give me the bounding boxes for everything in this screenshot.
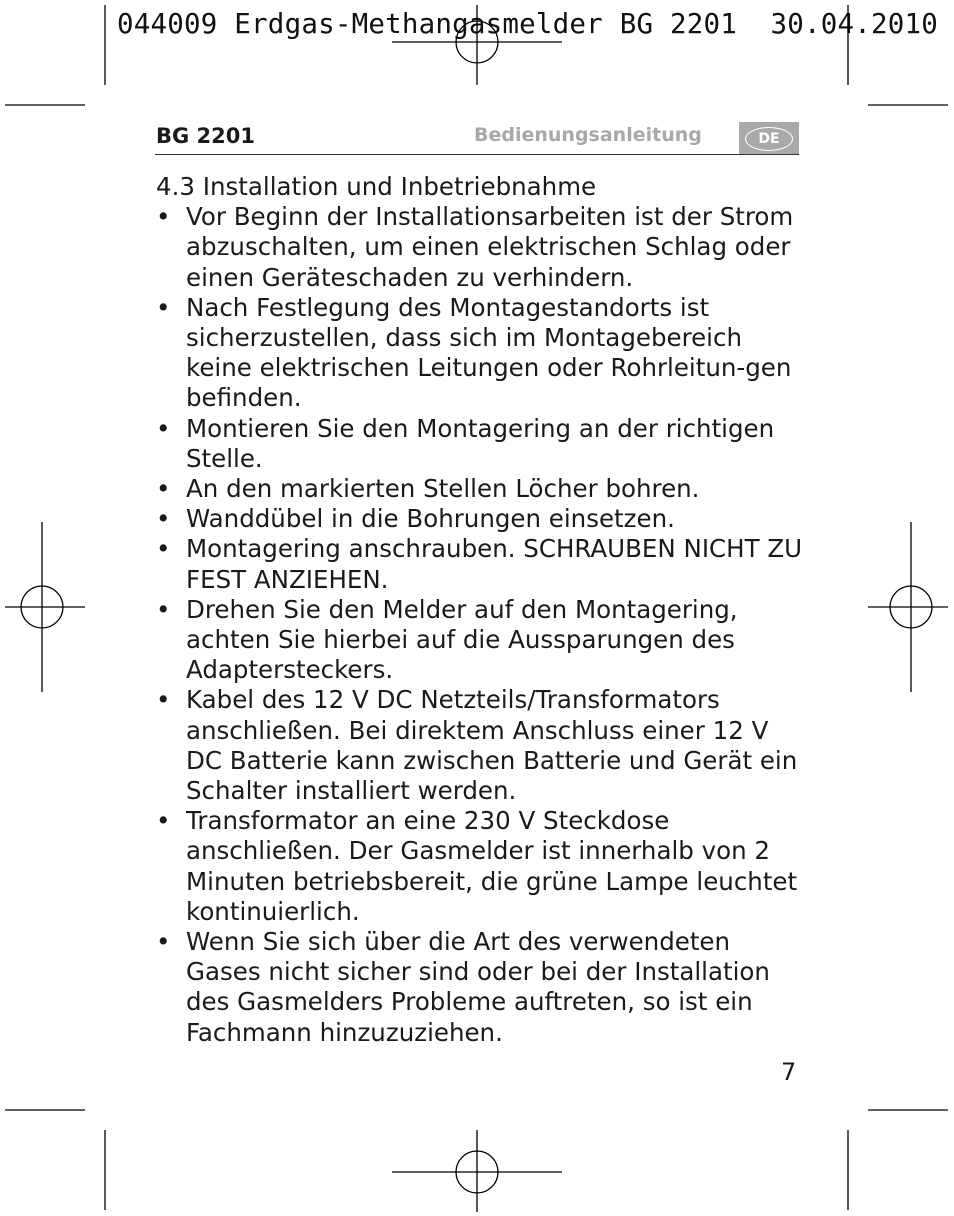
instruction-item: [156, 414, 806, 474]
bullet-marker: •: [156, 292, 171, 322]
instruction-text: Wanddübel in die Bohrungen einsetzen.: [186, 504, 675, 534]
bullet-marker: •: [156, 534, 171, 564]
registration-mark-left: [5, 522, 85, 692]
bullet-marker: •: [156, 594, 171, 624]
instruction-list: [156, 202, 806, 1048]
instruction-item: [156, 685, 806, 806]
instruction-text: Vor Beginn der Installationsarbeiten ist der Strom abzuschalten, um einen elektrischen Schlag oder einen Geräteschaden zu verhindern.: [186, 202, 794, 292]
instruction-text: Kabel des 12 V DC Netzteils/Transformators anschließen. Bei direktem Anschluss einer 12 V DC Batterie kann zwischen Batterie und Gerät ein Schalter installiert werden.: [186, 685, 798, 806]
section-title: 4.3 Installation und Inbetriebnahme: [156, 172, 597, 201]
instruction-text: Montieren Sie den Montagering an der richtigen Stelle.: [186, 413, 775, 473]
bullet-marker: •: [156, 806, 171, 836]
header-divider: [155, 154, 799, 155]
instruction-text: Nach Festlegung des Montagestandorts ist sicherzustellen, dass sich im Montagebereich keine elektrischen Leitungen oder Rohrleitun-gen befinden.: [186, 292, 792, 413]
instruction-item: [156, 927, 806, 1048]
instruction-item: [156, 202, 806, 293]
bullet-marker: •: [156, 504, 171, 534]
instruction-item: [156, 534, 806, 594]
instruction-text: Transformator an eine 230 V Steckdose anschließen. Der Gasmelder ist innerhalb von 2 Minuten betriebsbereit, die grüne Lampe leuchtet kontinuierlich.: [186, 806, 798, 926]
manual-section: [156, 172, 806, 1048]
instruction-item: [156, 595, 806, 686]
instruction-item: [156, 293, 806, 414]
instruction-text: An den markierten Stellen Löcher bohren.: [186, 474, 700, 504]
instruction-item: [156, 504, 806, 534]
instruction-item: [156, 806, 806, 927]
registration-mark-bottom: [392, 1130, 562, 1212]
language-badge-label: DE: [745, 127, 793, 151]
registration-mark-top: [392, 5, 562, 85]
bullet-marker: •: [156, 202, 171, 232]
instruction-item: [156, 474, 806, 504]
print-slug-line: 044009 Erdgas-Methangasmelder BG 2201 30.04.2010: [117, 8, 939, 40]
instruction-text: Wenn Sie sich über die Art des verwendeten Gases nicht sicher sind oder bei der Installation des Gasmelders Probleme auftreten, so ist ein Fachmann hinzuzuziehen.: [186, 927, 770, 1047]
instruction-text: Montagering anschrauben. SCHRAUBEN NICHT ZU FEST ANZIEHEN.: [186, 534, 803, 594]
header-model-name: BG 2201: [156, 124, 256, 148]
registration-mark-right: [868, 522, 948, 692]
bullet-marker: •: [156, 474, 171, 504]
bullet-marker: •: [156, 685, 171, 715]
instruction-text: Drehen Sie den Melder auf den Montagering, achten Sie hierbei auf die Aussparungen des Adaptersteckers.: [186, 594, 738, 685]
page-number: 7: [781, 1058, 797, 1086]
header-manual-title: Bedienungsanleitung: [474, 124, 702, 146]
bullet-marker: •: [156, 413, 171, 443]
bullet-marker: •: [156, 927, 171, 957]
language-badge: [739, 122, 799, 155]
